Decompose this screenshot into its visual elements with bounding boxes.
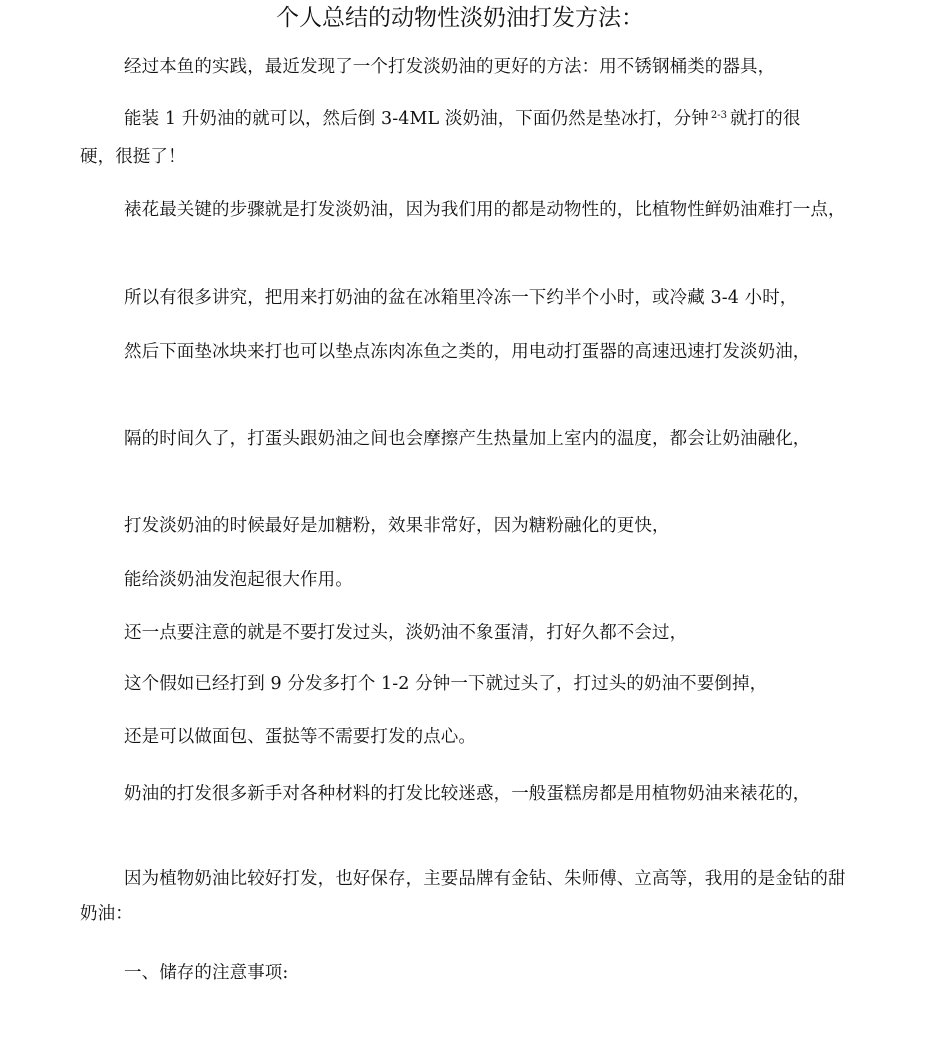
paragraph-11: 还是可以做面包、蛋挞等不需要打发的点心。	[124, 727, 476, 747]
paragraph-2-text-a: 能装 1 升奶油的就可以，然后倒 3-4ML 淡奶油，下面仍然是垫冰打，分钟	[124, 109, 709, 129]
paragraph-2-text-b: 就打的很	[730, 109, 801, 129]
paragraph-3: 裱花最关键的步骤就是打发淡奶油，因为我们用的都是动物性的，比植物性鲜奶油难打一点，	[124, 200, 846, 220]
paragraph-5: 然后下面垫冰块来打也可以垫点冻肉冻鱼之类的，用电动打蛋器的高速迅速打发淡奶油，	[124, 342, 811, 362]
superscript-range: 2-3	[710, 110, 728, 121]
paragraph-7: 打发淡奶油的时候最好是加糖粉，效果非常好，因为糖粉融化的更快，	[124, 516, 670, 536]
paragraph-8: 能给淡奶油发泡起很大作用。	[124, 570, 353, 590]
paragraph-4: 所以有很多讲究，把用来打奶油的盆在冰箱里冷冻一下约半个小时，或冷藏 3-4 小时，	[124, 288, 798, 308]
paragraph-2-continuation: 硬，很挺了！	[80, 147, 186, 167]
paragraph-6: 隔的时间久了，打蛋头跟奶油之间也会摩擦产生热量加上室内的温度，都会让奶油融化，	[124, 429, 811, 449]
paragraph-1: 经过本鱼的实践，最近发现了一个打发淡奶油的更好的方法：用不锈钢桶类的器具，	[124, 57, 776, 77]
paragraph-12: 奶油的打发很多新手对各种材料的打发比较迷惑，一般蛋糕房都是用植物奶油来裱花的，	[124, 784, 811, 804]
paragraph-9: 还一点要注意的就是不要打发过头，淡奶油不象蛋清，打好久都不会过，	[124, 623, 688, 643]
paragraph-13: 因为植物奶油比较好打发，也好保存，主要品牌有金钻、朱师傅、立高等，我用的是金钻的甜奶油：	[80, 869, 846, 924]
paragraph-2	[80, 102, 860, 137]
paragraph-10: 这个假如已经打到 9 分发多打个 1-2 分钟一下就过头了，打过头的奶油不要倒掉，	[124, 674, 768, 694]
section-heading-storage: 一、储存的注意事项:	[124, 963, 289, 983]
document-title: 个人总结的动物性淡奶油打发方法：	[276, 5, 644, 31]
